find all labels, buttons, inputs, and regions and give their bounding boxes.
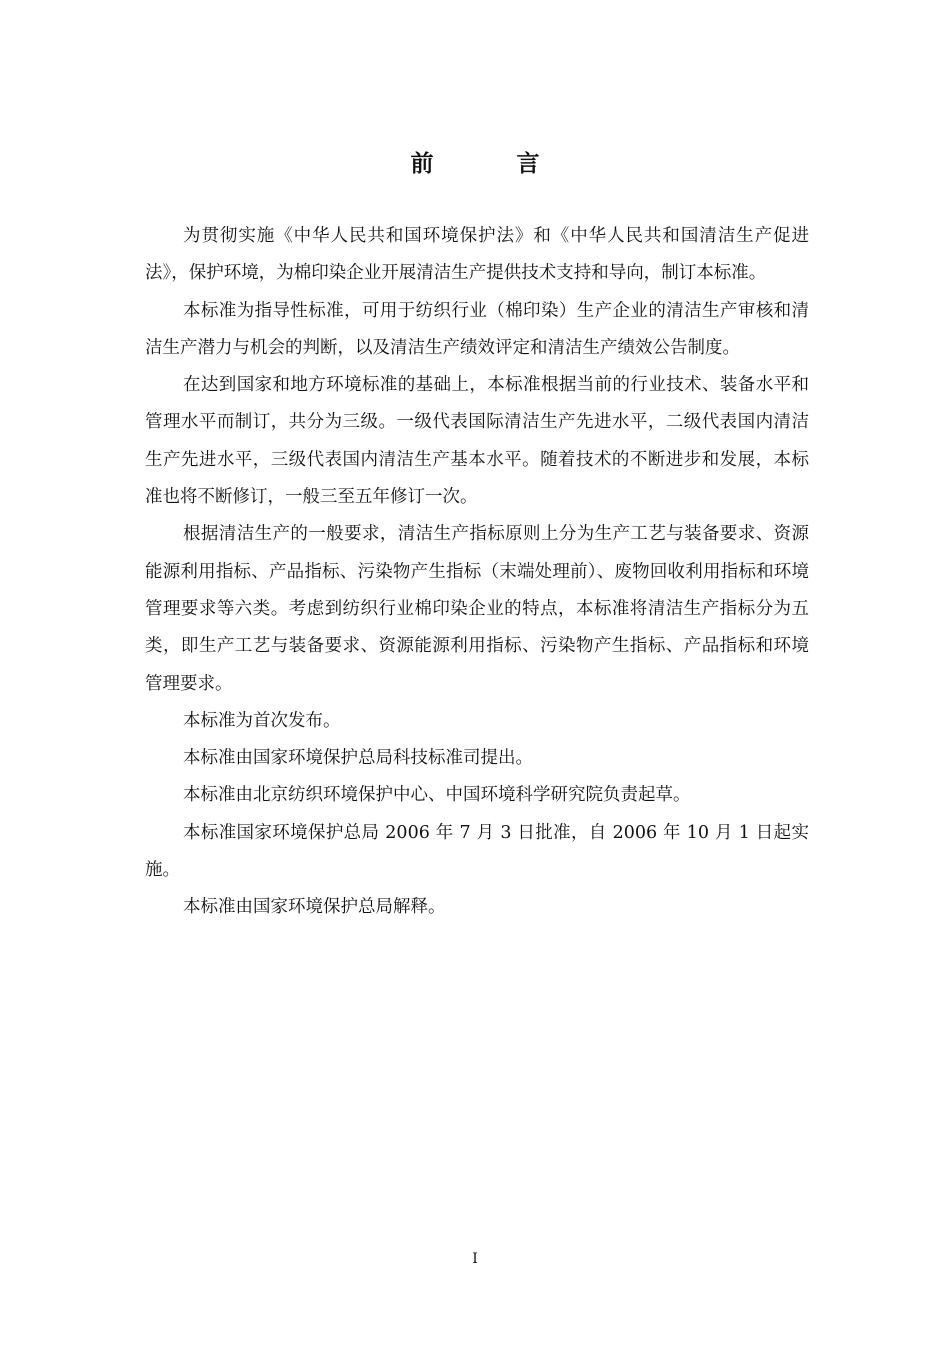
- paragraph-scope: 本标准为指导性标准，可用于纺织行业（棉印染）生产企业的清洁生产审核和清洁生产潜力与机会的判断，以及清洁生产绩效评定和清洁生产绩效公告制度。: [145, 300, 809, 358]
- paragraph-purpose: 为贯彻实施《中华人民共和国环境保护法》和《中华人民共和国清洁生产促进法》，保护环境，为棉印染企业开展清洁生产提供技术支持和导向，制订本标准。: [145, 226, 809, 284]
- page-number: I: [472, 1251, 478, 1267]
- paragraph-drafters: 本标准由北京纺织环境保护中心、中国环境科学研究院负责起草。: [183, 785, 691, 806]
- paragraph-levels: 在达到国家和地方环境标准的基础上，本标准根据当前的行业技术、装备水平和管理水平而制订，共分为三级。一级代表国际清洁生产先进水平，二级代表国内清洁生产先进水平，三级代表国内清洁生产基本水平。随着技术的不断进步和发展，本标准也将不断修订，一般三至五年修订一次。: [145, 375, 809, 508]
- foreword-body: [145, 218, 809, 927]
- paragraph-indicators: 根据清洁生产的一般要求，清洁生产指标原则上分为生产工艺与装备要求、资源能源利用指标、产品指标、污染物产生指标（末端处理前）、废物回收利用指标和环境管理要求等六类。考虑到纺织行业棉印染企业的特点，本标准将清洁生产指标分为五类，即生产工艺与装备要求、资源能源利用指标、污染物产生指标、产品指标和环境管理要求。: [145, 524, 809, 694]
- paragraph-proposer: 本标准由国家环境保护总局科技标准司提出。: [183, 748, 533, 769]
- paragraph-approval: 本标准国家环境保护总局 2006 年 7 月 3 日批准，自 2006 年 10 月 1 日起实施。: [145, 822, 809, 881]
- page-title: 前 言: [410, 150, 570, 177]
- paragraph-first-release: 本标准为首次发布。: [183, 710, 341, 731]
- paragraph-interpretation: 本标准由国家环境保护总局解释。: [183, 897, 446, 918]
